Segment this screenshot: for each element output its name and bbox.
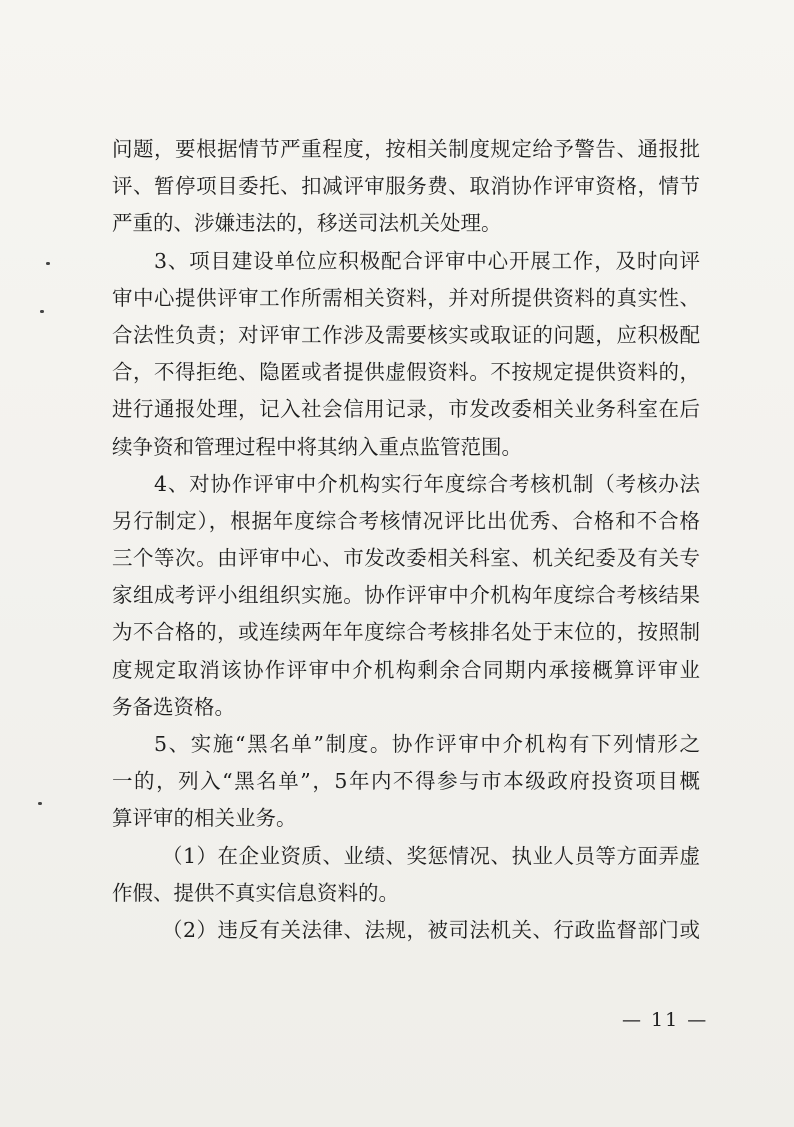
text-line: 合法性负责；对评审工作涉及需要核实或取证的问题，应积极配 bbox=[112, 322, 700, 347]
text-line: 三个等次。由评审中心、市发改委相关科室、机关纪委及有关专 bbox=[112, 546, 700, 571]
scan-speck bbox=[38, 802, 42, 805]
text-line: 度规定取消该协作评审中介机构剩余合同期内承接概算评审业 bbox=[112, 657, 700, 682]
text-line: 务备选资格。 bbox=[112, 694, 235, 719]
page-number: — 11 — bbox=[622, 1009, 709, 1031]
text-line: 严重的、涉嫌违法的，移送司法机关处理。 bbox=[112, 211, 502, 236]
text-line: 问题，要根据情节严重程度，按相关制度规定给予警告、通报批 bbox=[112, 137, 700, 161]
paragraph-start: 4、对协作评审中介机构实行年度综合考核机制（考核办法 bbox=[154, 471, 700, 496]
text-line: 作假、提供不真实信息资料的。 bbox=[112, 880, 399, 905]
text-line: 算评审的相关业务。 bbox=[112, 806, 297, 831]
paragraph-start: 3、项目建设单位应积极配合评审中心开展工作，及时向评 bbox=[154, 248, 700, 273]
text-line: 家组成考评小组组织实施。协作评审中介机构年度综合考核结果 bbox=[112, 583, 700, 608]
document-body bbox=[112, 131, 700, 949]
scan-speck bbox=[46, 262, 50, 265]
text-line: 另行制定），根据年度综合考核情况评比出优秀、合格和不合格 bbox=[112, 508, 700, 533]
text-line: 合，不得拒绝、隐匿或者提供虚假资料。不按规定提供资料的， bbox=[112, 360, 700, 385]
paragraph-start: 5、实施“黑名单”制度。协作评审中介机构有下列情形之 bbox=[154, 732, 700, 756]
scan-speck bbox=[40, 310, 44, 313]
text-line: 审中心提供评审工作所需相关资料，并对所提供资料的真实性、 bbox=[112, 285, 700, 310]
text-line: 续争资和管理过程中将其纳入重点监管范围。 bbox=[112, 434, 522, 459]
text-line: 评、暂停项目委托、扣减评审服务费、取消协作评审资格，情节 bbox=[112, 174, 700, 199]
text-line: 一的，列入“黑名单”，5年内不得参与市本级政府投资项目概 bbox=[112, 769, 700, 794]
paragraph-start: （1）在企业资质、业绩、奖惩情况、执业人员等方面弄虚 bbox=[162, 843, 700, 868]
text-line: 进行通报处理，记入社会信用记录，市发改委相关业务科室在后 bbox=[112, 397, 700, 422]
paragraph-start: （2）违反有关法律、法规，被司法机关、行政监督部门或 bbox=[162, 917, 700, 942]
text-line: 为不合格的，或连续两年年度综合考核排名处于末位的，按照制 bbox=[112, 620, 700, 645]
